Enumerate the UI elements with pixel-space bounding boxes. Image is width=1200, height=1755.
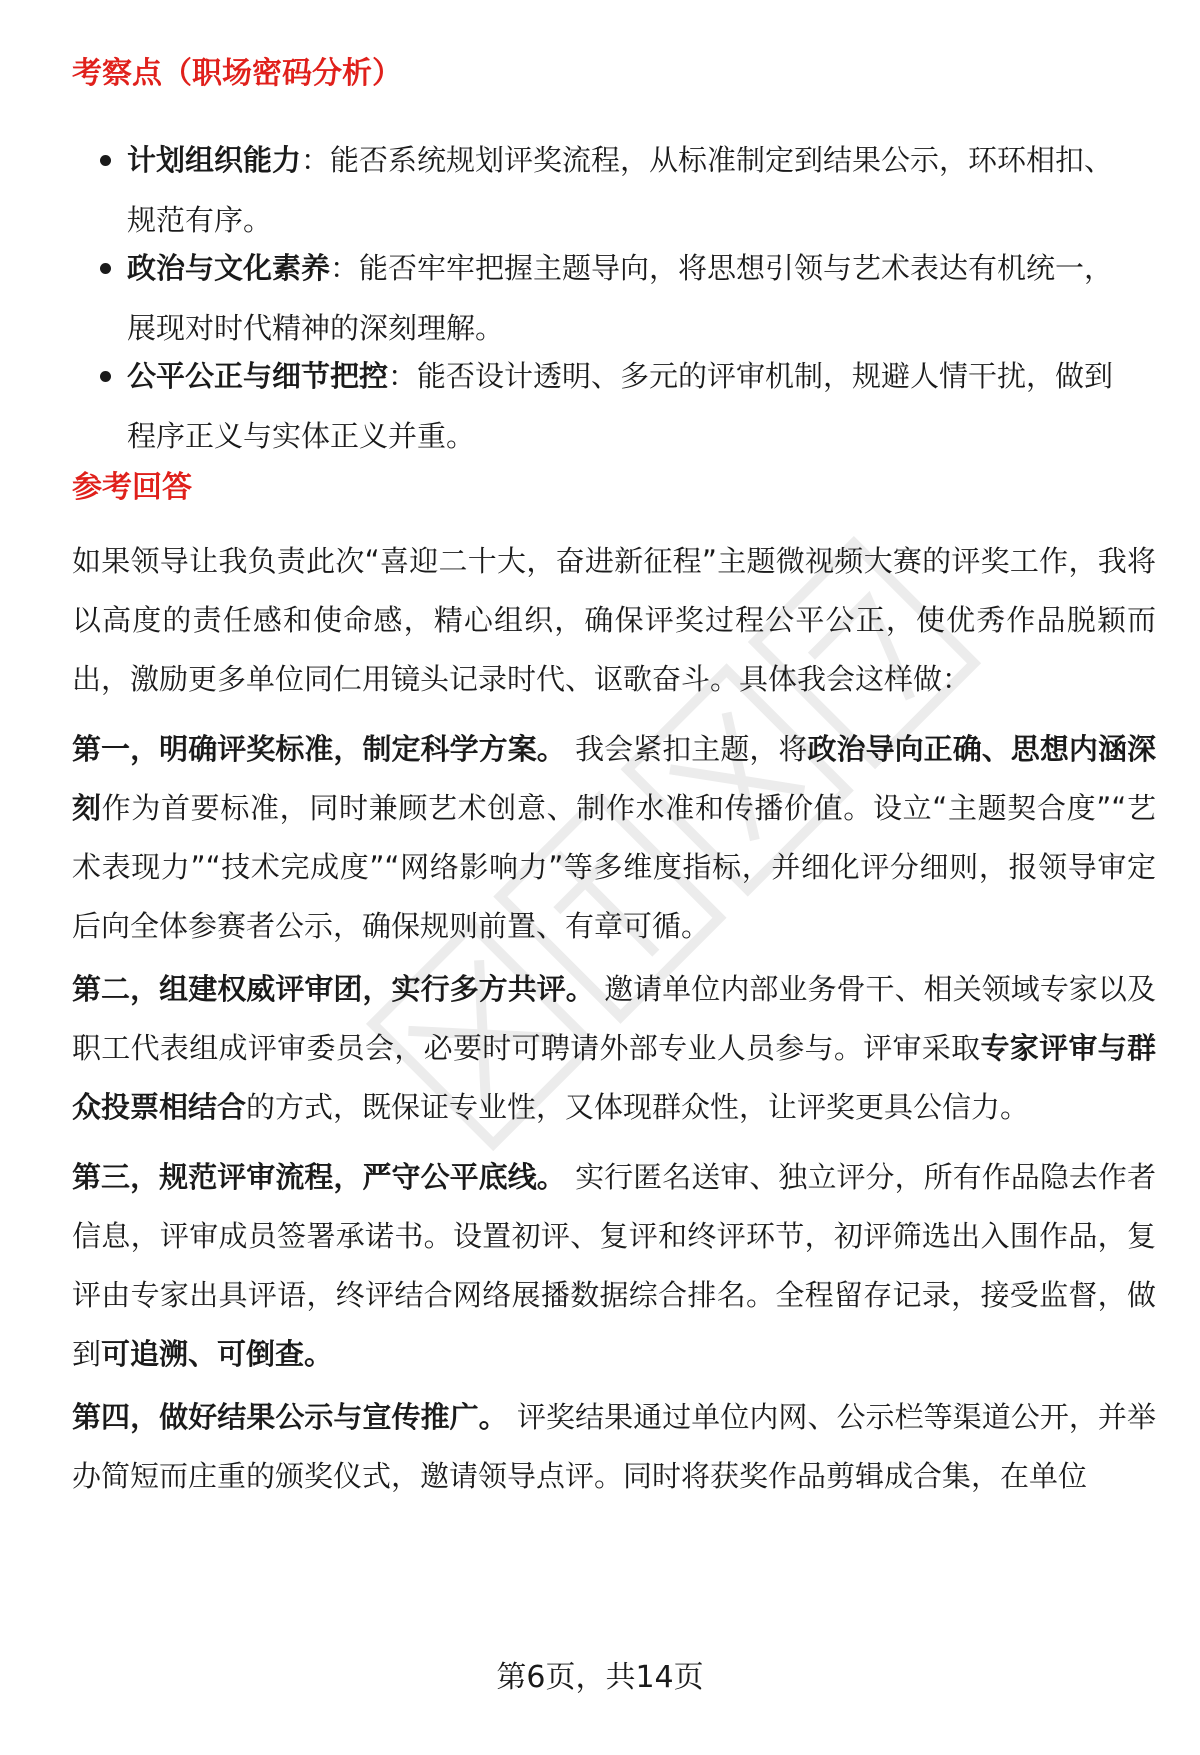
paragraph-emphasis: 专家评审与群众投票相结合 — [72, 1031, 1156, 1124]
paragraph-heading: 第一，明确评奖标准，制定科学方案。 — [72, 732, 566, 766]
bullet-separator: ： — [330, 251, 360, 285]
section-title-exam-points: 考察点（职场密码分析） — [72, 56, 402, 91]
intro-paragraph: 如果领导让我负责此次“喜迎二十大，奋进新征程”主题微视频大赛的评奖工作，我将以高度的责任感和使命感，精心组织，确保评奖过程公平公正，使优秀作品脱颖而出，激励更多单位同仁用镜头记录时代、讴歌奋斗。具体我会这样做： — [72, 544, 1156, 696]
bullet-separator: ： — [388, 359, 418, 393]
list-item — [72, 346, 1142, 466]
paragraph-heading: 第二，组建权威评审团，实行多方共评。 — [72, 972, 595, 1006]
bullet-dot — [100, 155, 111, 166]
list-item — [72, 130, 1142, 250]
paragraph-text: 邀请单位内部业务骨干、相关领域专家以及职工代表组成评审委员会，必要时可聘请外部专业人员参与。评审采取 — [72, 972, 1156, 1065]
page-number-footer: 第6页，共14页 — [496, 1660, 704, 1695]
bullet-text: 能否系统规划评奖流程，从标准制定到结果公示，环环相扣、规范有序。 — [127, 143, 1114, 237]
paragraph-text: 实行匿名送审、独立评分，所有作品隐去作者信息，评审成员签署承诺书。设置初评、复评和终评环节，初评筛选出入围作品，复评由专家出具评语，终评结合网络展播数据综合排名。全程留存记录，接受监督，做到 — [72, 1160, 1156, 1371]
bullet-dot — [100, 263, 111, 274]
bullet-dot — [100, 371, 111, 382]
paragraph-text: 评奖结果通过单位内网、公示栏等渠道公开，并举办简短而庄重的颁奖仪式，邀请领导点评。同时将获奖作品剪辑成合集，在单位 — [72, 1400, 1156, 1493]
bullet-text: 能否牢牢把握主题导向，将思想引领与艺术表达有机统一，展现对时代精神的深刻理解。 — [127, 251, 1114, 345]
answer-paragraph-2 — [72, 960, 1156, 1137]
paragraph-emphasis: 政治导向正确、思想内涵深刻 — [72, 732, 1156, 825]
section-title-reference-answer: 参考回答 — [72, 470, 192, 505]
answer-paragraph-3 — [72, 1148, 1156, 1384]
list-item — [72, 238, 1142, 358]
answer-paragraph-1 — [72, 720, 1156, 956]
paragraph-text: 作为首要标准，同时兼顾艺术创意、制作水准和传播价值。设立“主题契合度”“艺术表现力”“技术完成度”“网络影响力”等多维度指标，并细化评分细则，报领导审定后向全体参赛者公示，确保规则前置、有章可循。 — [72, 791, 1156, 943]
exam-points-list — [72, 130, 1142, 466]
bullet-heading: 公平公正与细节把控 — [127, 359, 389, 393]
paragraph-heading: 第四，做好结果公示与宣传推广。 — [72, 1400, 508, 1434]
paragraph-heading: 第三，规范评审流程，严守公平底线。 — [72, 1160, 566, 1194]
answer-paragraph-4 — [72, 1388, 1156, 1506]
bullet-separator: ： — [301, 143, 331, 177]
paragraph-text: 的方式，既保证专业性，又体现群众性，让评奖更具公信力。 — [246, 1090, 1030, 1124]
bullet-heading: 政治与文化素养 — [127, 251, 331, 285]
paragraph-emphasis: 可追溯、可倒查。 — [101, 1337, 334, 1371]
bullet-heading: 计划组织能力 — [127, 143, 302, 177]
paragraph-text: 我会紧扣主题，将 — [565, 732, 808, 766]
bullet-text: 能否设计透明、多元的评审机制，规避人情干扰，做到程序正义与实体正义并重。 — [127, 359, 1114, 453]
